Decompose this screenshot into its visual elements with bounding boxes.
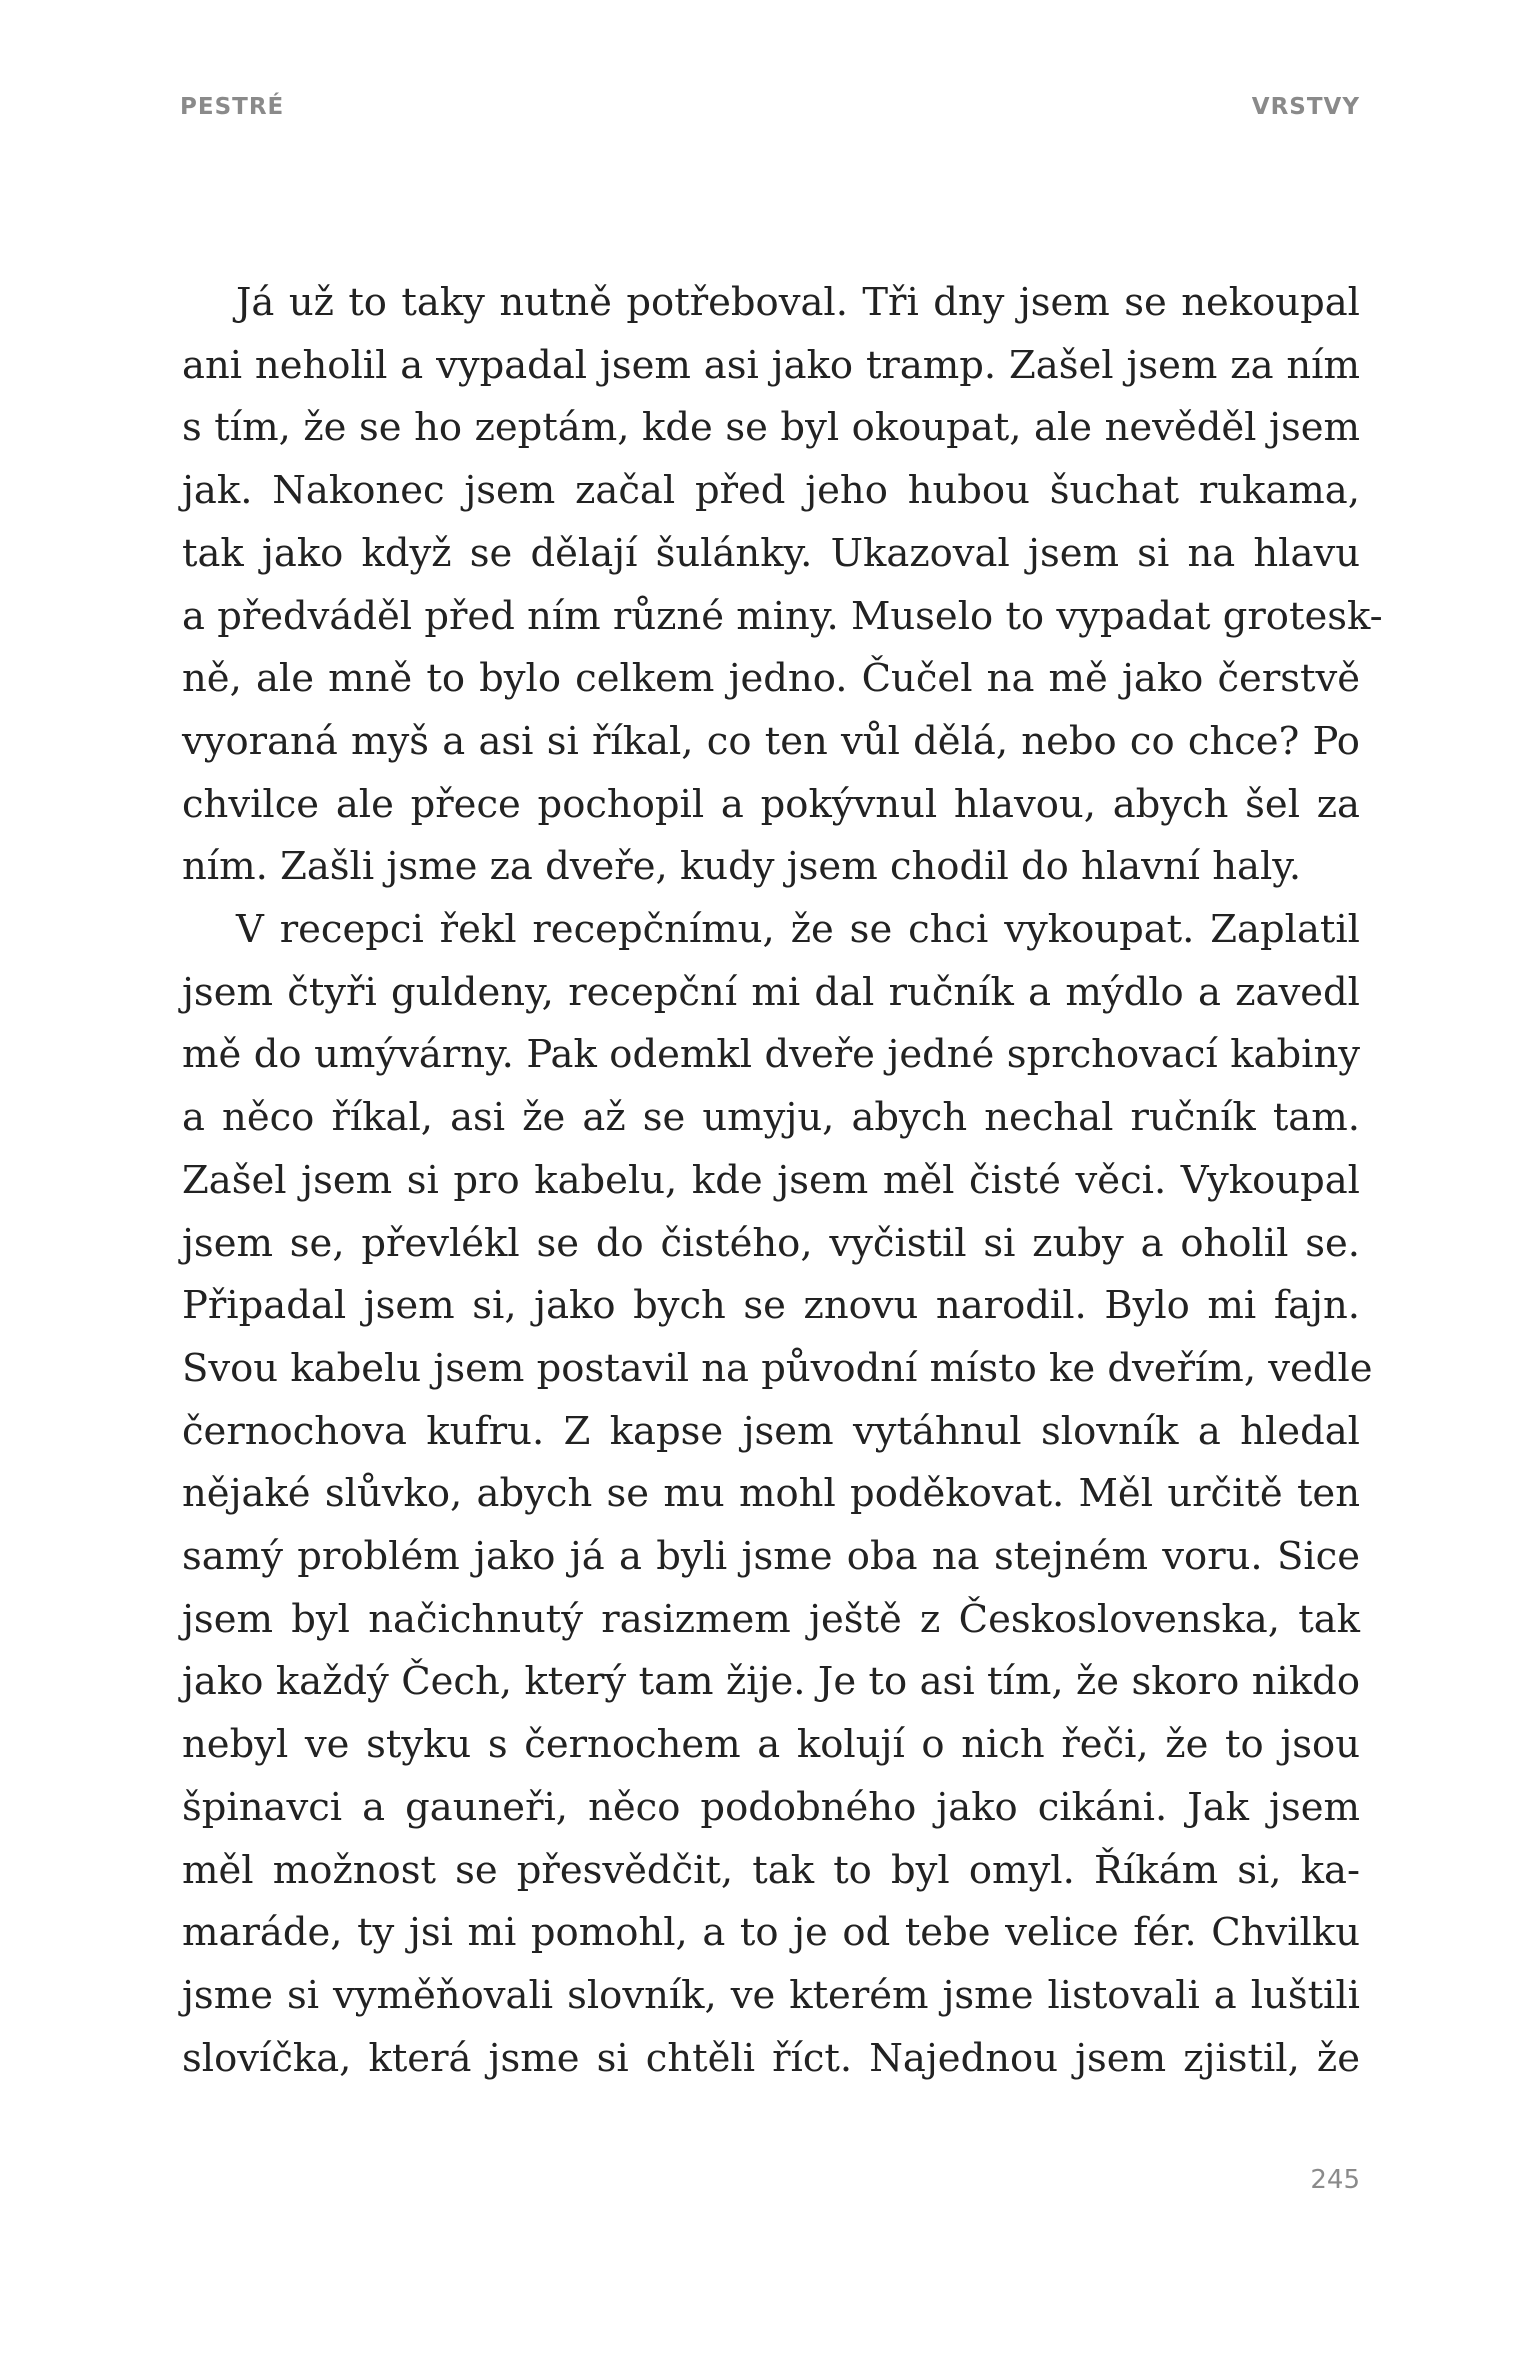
text-line: jak. Nakonec jsem začal před jeho hubou šuchat rukama, <box>182 468 1360 514</box>
body-text <box>182 272 1383 2090</box>
text-line: špinavci a gauneři, něco podobného jako cikáni. Jak jsem <box>182 1784 1360 1830</box>
text-line: jsem byl načichnutý rasizmem ještě z Československa, tak <box>182 1596 1360 1642</box>
text-line: a předváděl před ním různé miny. Muselo to vypadat grotesk- <box>182 593 1383 639</box>
text-line: mě do umývárny. Pak odemkl dveře jedné sprchovací kabiny <box>182 1032 1360 1078</box>
text-line: ně, ale mně to bylo celkem jedno. Čučel na mě jako čerstvě <box>182 656 1360 702</box>
text-line: ani neholil a vypadal jsem asi jako tramp. Zašel jsem za ním <box>182 342 1360 388</box>
text-line: maráde, ty jsi mi pomohl, a to je od tebe velice fér. Chvilku <box>182 1910 1360 1956</box>
text-line: tak jako když se dělají šulánky. Ukazoval jsem si na hlavu <box>182 530 1360 576</box>
text-line: nebyl ve styku s černochem a kolují o nich řeči, že to jsou <box>182 1722 1360 1768</box>
text-line: s tím, že se ho zeptám, kde se byl okoupat, ale nevěděl jsem <box>182 405 1360 451</box>
text-line: Svou kabelu jsem postavil na původní místo ke dveřím, vedle <box>182 1345 1373 1391</box>
text-line: jsem čtyři guldeny, recepční mi dal ručník a mýdlo a zavedl <box>182 969 1360 1015</box>
text-line: Já už to taky nutně potřeboval. Tři dny jsem se nekoupal <box>236 280 1360 325</box>
text-line: jako každý Čech, který tam žije. Je to asi tím, že skoro nikdo <box>182 1659 1360 1705</box>
text-line: V recepci řekl recepčnímu, že se chci vykoupat. Zaplatil <box>236 907 1360 953</box>
text-line: jsme si vyměňovali slovník, ve kterém jsme listovali a luštili <box>182 1972 1360 2018</box>
text-line: a něco říkal, asi že až se umyju, abych nechal ručník tam. <box>182 1095 1360 1141</box>
running-head-right: VRSTVY <box>1251 94 1360 120</box>
text-line: černochova kufru. Z kapse jsem vytáhnul slovník a hledal <box>182 1408 1360 1454</box>
text-line: jsem se, převlékl se do čistého, vyčistil si zuby a oholil se. <box>182 1220 1360 1266</box>
running-head-left: PESTRÉ <box>180 94 285 120</box>
text-line: chvilce ale přece pochopil a pokývnul hlavou, abych šel za <box>182 781 1360 827</box>
text-line: samý problém jako já a byli jsme oba na stejném voru. Sice <box>182 1534 1360 1580</box>
text-line: vyoraná myš a asi si říkal, co ten vůl dělá, nebo co chce? Po <box>182 718 1360 764</box>
text-line: nějaké slůvko, abych se mu mohl poděkovat. Měl určitě ten <box>182 1471 1360 1517</box>
text-line: slovíčka, která jsme si chtěli říct. Najednou jsem zjistil, že <box>182 2035 1360 2081</box>
text-line: Připadal jsem si, jako bych se znovu narodil. Bylo mi fajn. <box>182 1283 1360 1329</box>
text-line: Zašel jsem si pro kabelu, kde jsem měl čisté věci. Vykoupal <box>182 1157 1360 1203</box>
page-number: 245 <box>1310 2165 1360 2195</box>
text-line: ním. Zašli jsme za dveře, kudy jsem chodil do hlavní haly. <box>182 844 1302 890</box>
text-line: měl možnost se přesvědčit, tak to byl omyl. Říkám si, ka- <box>182 1847 1360 1893</box>
